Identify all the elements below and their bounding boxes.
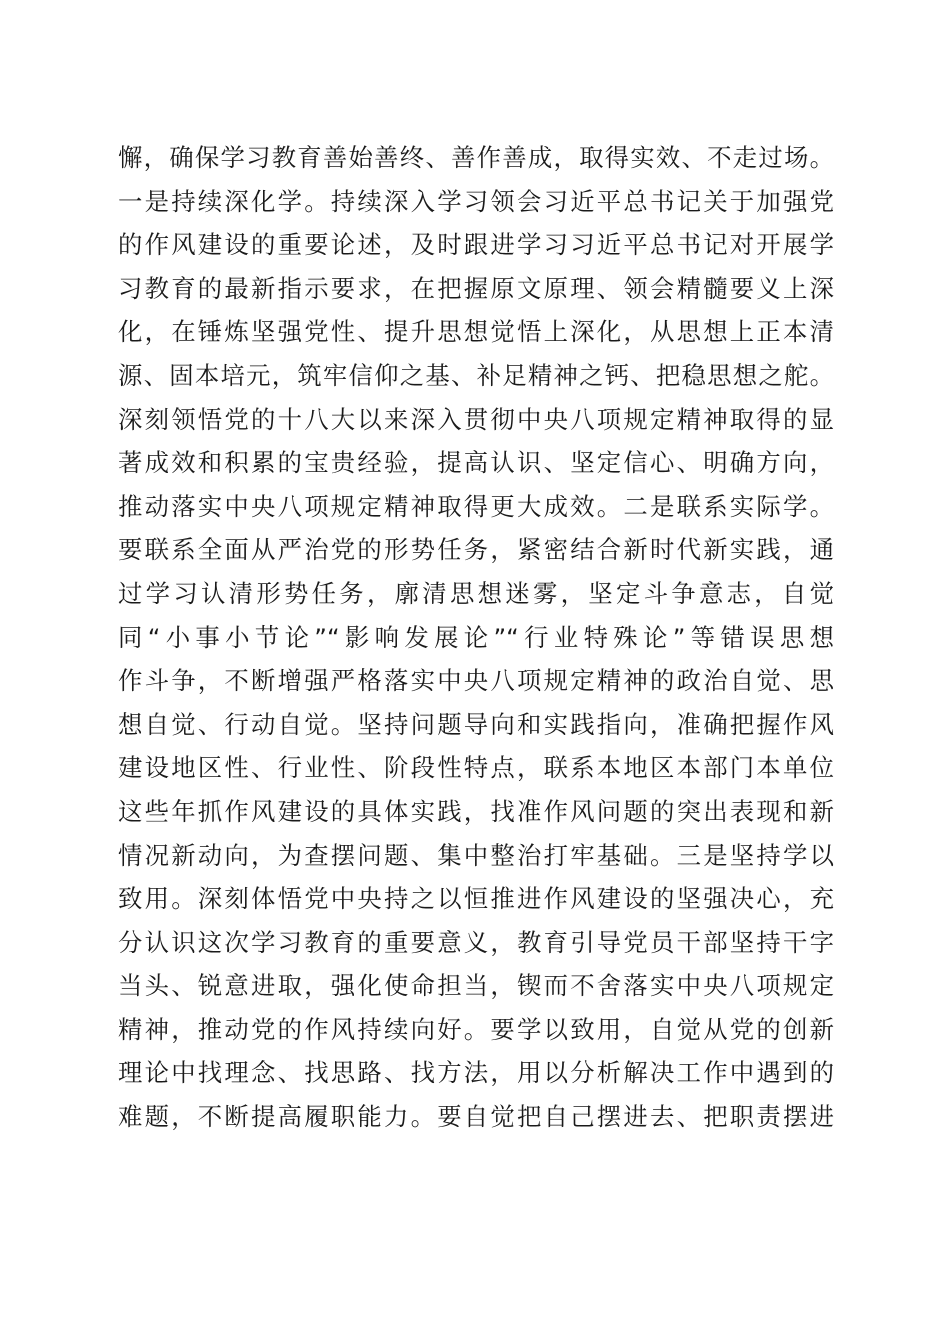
text-line-1: 懈，确保学习教育善始善终、善作善成，取得实效、不走过场。 [118,143,834,172]
text-line-8: 著成效和积累的宝贵经验，提高认识、坚定信心、明确方向， [118,448,834,478]
text-line-4: 习教育的最新指示要求，在把握原文原理、领会精髓要义上深 [118,273,834,303]
text-line-17: 情况新动向，为查摆问题、集中整治打牢基础。三是坚持学以 [118,840,834,870]
text-line-19: 分认识这次学习教育的重要意义，教育引导党员干部坚持干字 [118,927,834,957]
text-line-13: 作斗争，不断增强严格落实中央八项规定精神的政治自觉、思 [118,666,834,696]
text-line-6: 源、固本培元，筑牢信仰之基、补足精神之钙、把稳思想之舵。 [118,360,834,390]
text-line-2: 一是持续深化学。持续深入学习领会习近平总书记关于加强党 [118,186,834,216]
text-line-10: 要联系全面从严治党的形势任务，紧密结合新时代新实践，通 [118,535,834,565]
text-line-5: 化，在锤炼坚强党性、提升思想觉悟上深化，从思想上正本清 [118,317,834,347]
text-line-11: 过学习认清形势任务，廓清思想迷雾，坚定斗争意志，自觉 [118,578,834,608]
text-line-7: 深刻领悟党的十八大以来深入贯彻中央八项规定精神取得的显 [118,404,834,434]
text-line-16: 这些年抓作风建设的具体实践，找准作风问题的突出表现和新 [118,796,834,826]
text-line-18: 致用。深刻体悟党中央持之以恒推进作风建设的坚强决心，充 [118,884,834,914]
text-line-14: 想自觉、行动自觉。坚持问题导向和实践指向，准确把握作风 [118,709,834,739]
text-line-22: 理论中找理念、找思路、找方法，用以分析解决工作中遇到的 [118,1058,834,1088]
text-line-23: 难题，不断提高履职能力。要自觉把自己摆进去、把职责摆进 [118,1102,834,1132]
text-line-21: 精神，推动党的作风持续向好。要学以致用，自觉从党的创新 [118,1014,834,1044]
text-line-20: 当头、锐意进取，强化使命担当，锲而不舍落实中央八项规定 [118,971,834,1001]
text-line-15: 建设地区性、行业性、阶段性特点，联系本地区本部门本单位 [118,753,834,783]
text-line-9: 推动落实中央八项规定精神取得更大成效。二是联系实际学。 [118,491,834,521]
body-text [118,136,834,1139]
text-line-12: 同“小事小节论”“影响发展论”“行业特殊论”等错误思想 [118,622,834,652]
text-line-3: 的作风建设的重要论述，及时跟进学习习近平总书记对开展学 [118,230,834,260]
